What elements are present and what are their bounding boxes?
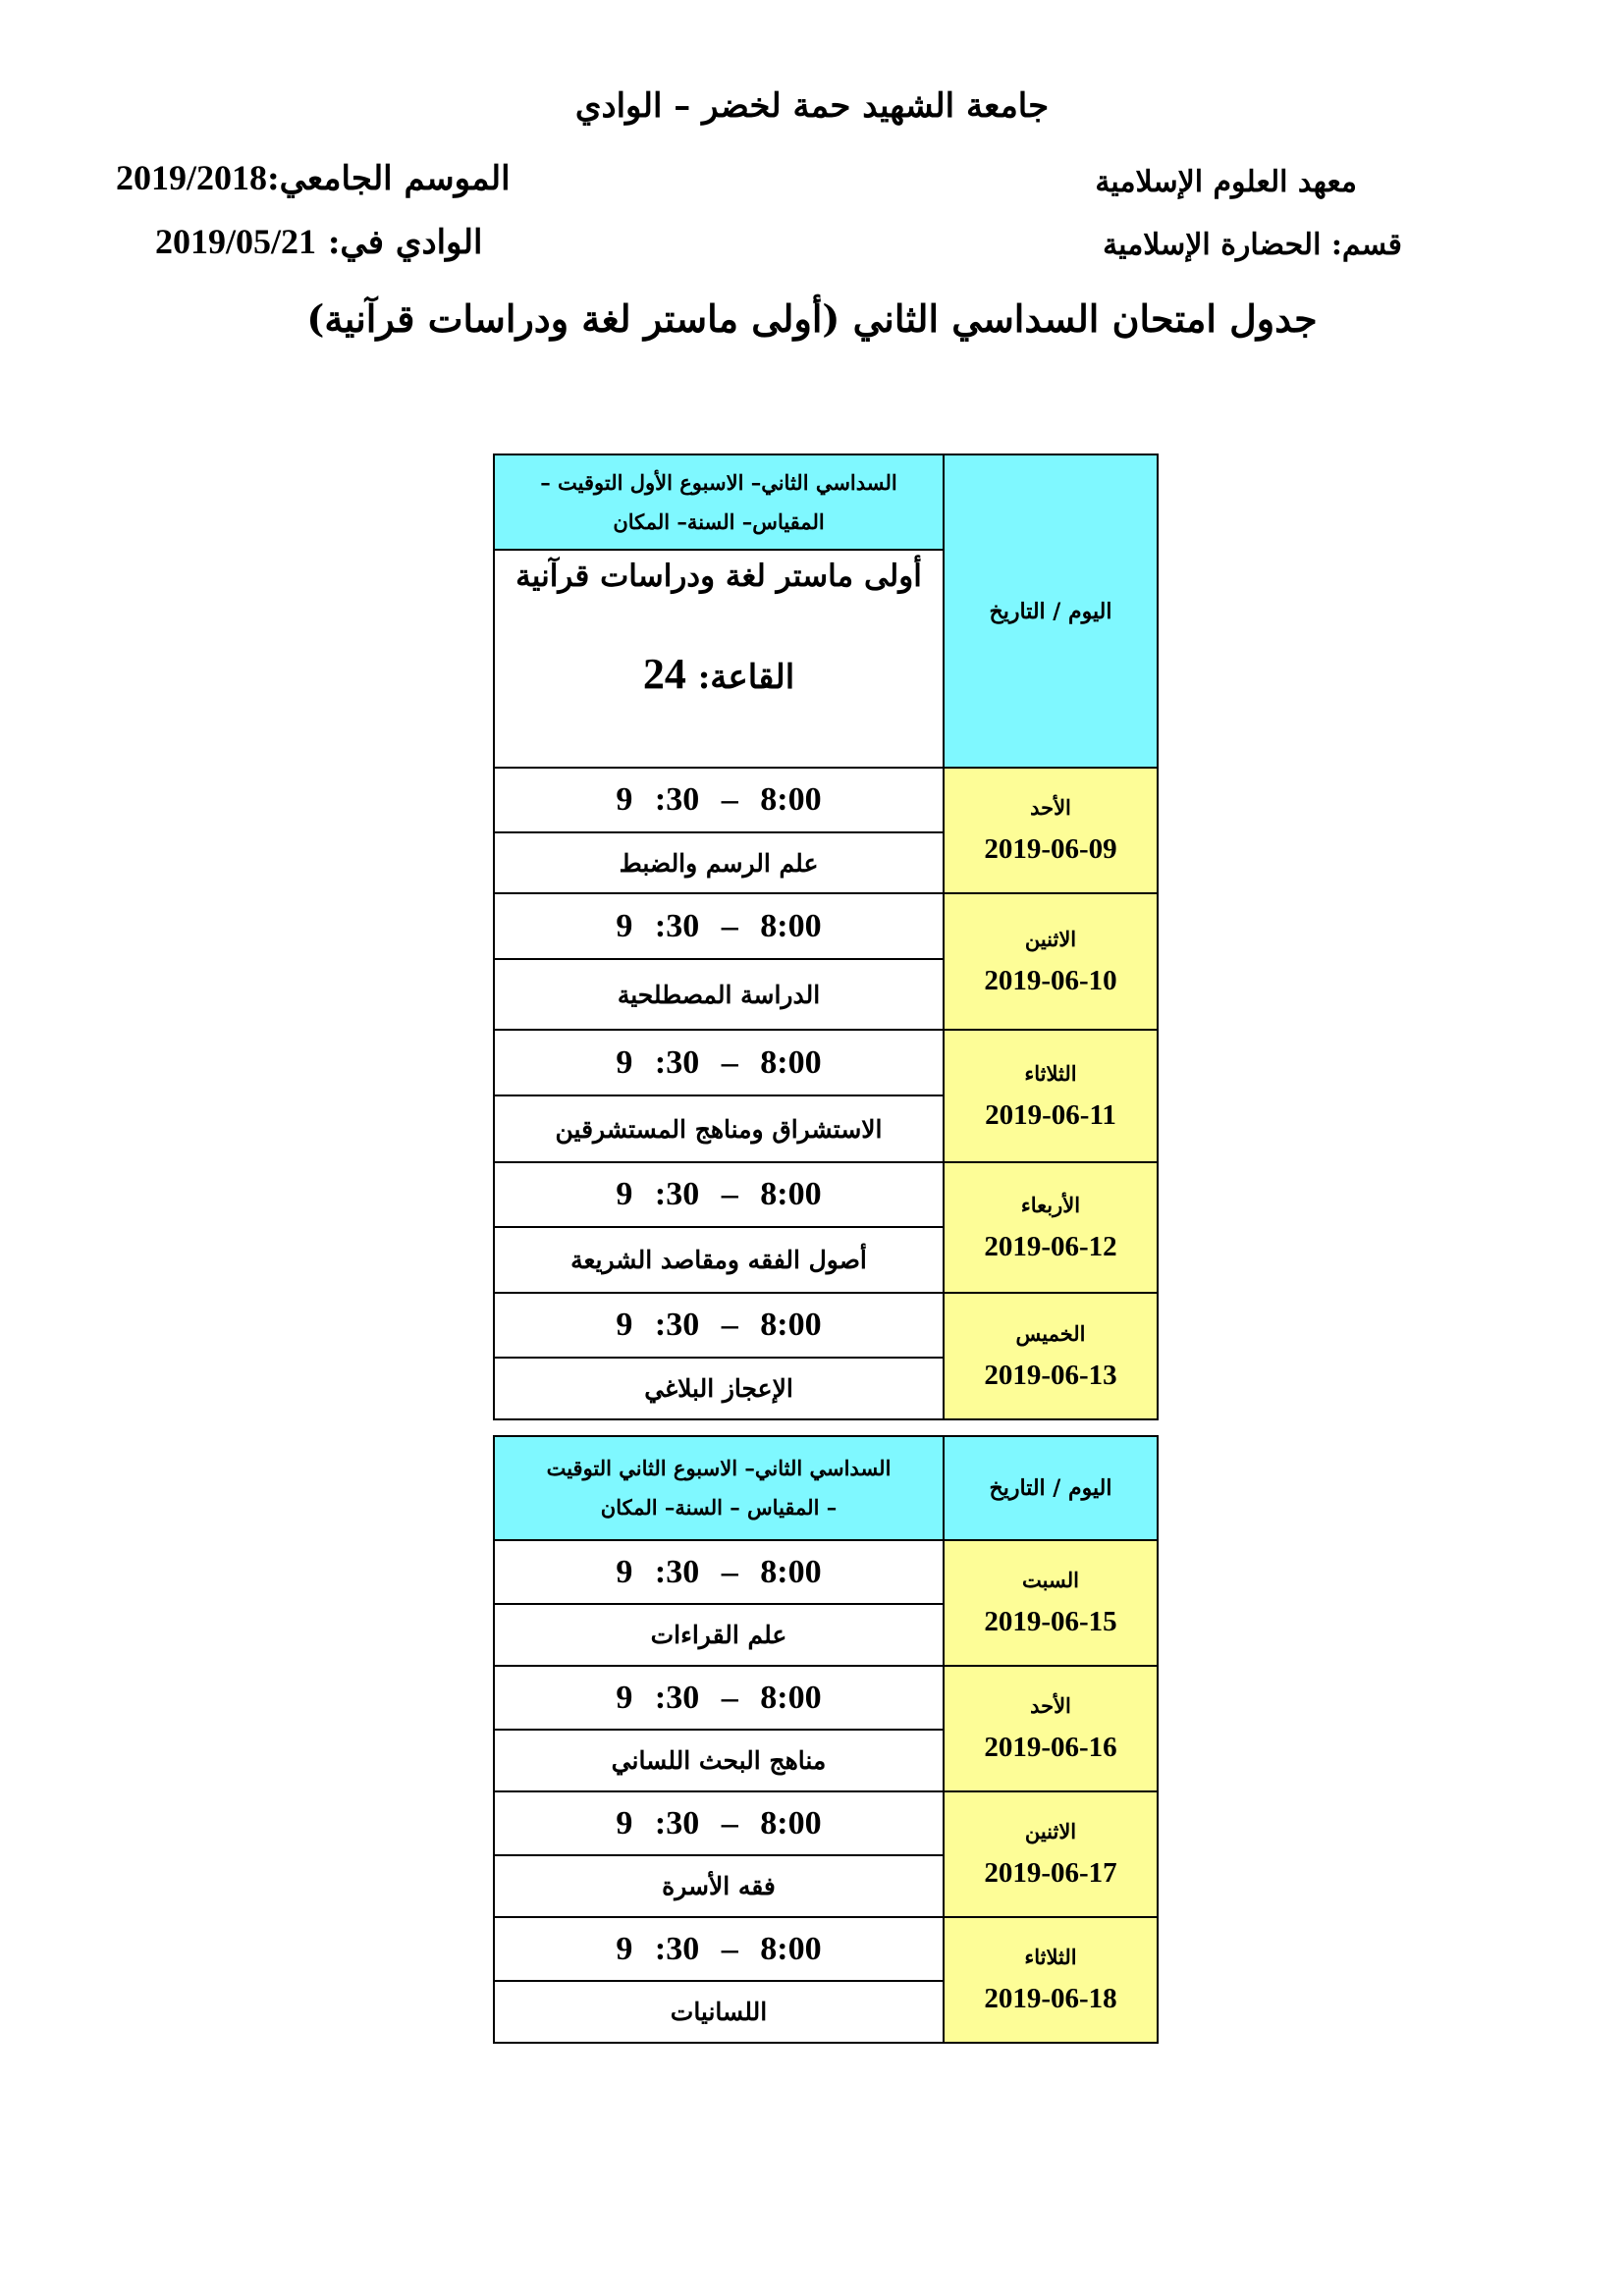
day-date-cell [944,1293,1158,1419]
day-date-cell [944,1791,1158,1917]
week2-header-line2: – المقياس – السنة– المكان [600,1495,838,1520]
exam-subject: الدراسة المصطلحية [494,959,944,1030]
exam-subject: اللسانيات [494,1981,944,2043]
exam-time: 9 :30 – 8:00 [494,893,944,959]
hall-label: القاعة: [697,658,795,697]
page-title: جدول امتحان السداسي الثاني (أولى ماستر لغة ودراسات قرآنية) [306,296,1318,341]
exam-date: 2019-06-15 [984,1606,1117,1637]
week1-header-line2: المقياس– السنة– المكان [613,508,825,534]
exam-subject: الاستشراق ومناهج المستشرقين [494,1095,944,1162]
day-date-cell [944,1162,1158,1293]
exam-subject: الإعجاز البلاغي [494,1358,944,1419]
exam-date: 2019-06-18 [984,1983,1117,2014]
program-name: أولى ماستر لغة ودراسات قرآنية [515,559,922,594]
exam-date: 2019-06-09 [984,833,1117,865]
exam-date: 2019-06-11 [985,1098,1116,1131]
week2-header-line1: السداسي الثاني– الاسبوع الثاني التوقيت [546,1456,892,1480]
day-name: الأربعاء [1020,1192,1081,1217]
exam-time: 9 :30 – 8:00 [494,768,944,832]
program-hall-cell [494,550,944,768]
day-name: الأحد [1030,795,1071,820]
hall [495,649,943,699]
exam-time: 9 :30 – 8:00 [494,1030,944,1095]
day-date-cell [944,1917,1158,2043]
exam-time: 9 :30 – 8:00 [494,1666,944,1730]
department-name: قسم: الحضارة الإسلامية [1103,228,1402,262]
day-name: الاثنين [1024,926,1077,951]
week2-day-date-header: اليوم / التاريخ [944,1436,1158,1540]
exam-subject: علم القراءات [494,1604,944,1666]
place-date-value: 2019/05/21 [155,222,317,261]
day-name: الثلاثاء [1024,1945,1077,1969]
day-date-cell [944,768,1158,893]
day-date-cell [944,893,1158,1030]
place-date [155,221,482,262]
day-name: الأحد [1030,1693,1071,1718]
day-name: الثلاثاء [1024,1060,1077,1086]
week1-header-line1: السداسي الثاني– الاسبوع الأول التوقيت – [540,469,897,495]
day-name: الخميس [1015,1320,1086,1346]
exam-time: 9 :30 – 8:00 [494,1917,944,1981]
season-value: 2019/2018 [116,158,268,197]
day-date-cell [944,1030,1158,1162]
day-date-cell [944,1540,1158,1666]
exam-time: 9 :30 – 8:00 [494,1540,944,1604]
academic-season [116,157,511,198]
week1-schedule-table [493,454,1159,1420]
exam-subject: علم الرسم والضبط [494,832,944,893]
institute-name: معهد العلوم الإسلامية [1095,165,1357,199]
exam-subject: مناهج البحث اللساني [494,1730,944,1791]
exam-time: 9 :30 – 8:00 [494,1162,944,1227]
week1-day-date-header: اليوم / التاريخ [944,454,1158,768]
week1-header [494,454,944,550]
exam-date: 2019-06-17 [984,1857,1117,1889]
exam-date: 2019-06-16 [984,1732,1117,1763]
exam-time: 9 :30 – 8:00 [494,1791,944,1855]
exam-time: 9 :30 – 8:00 [494,1293,944,1358]
hall-number: 24 [642,650,686,698]
day-name: السبت [1022,1568,1079,1592]
day-date-cell [944,1666,1158,1791]
university-name: جامعة الشهيد حمة لخضر – الوادي [574,86,1050,126]
week2-header [494,1436,944,1540]
exam-subject: فقه الأسرة [494,1855,944,1917]
exam-subject: أصول الفقه ومقاصد الشريعة [494,1227,944,1293]
place-label: الوادي في: [327,223,483,262]
exam-date: 2019-06-10 [984,964,1117,996]
exam-date: 2019-06-13 [984,1359,1117,1391]
day-name: الاثنين [1024,1819,1077,1843]
week2-schedule-table [493,1435,1159,2044]
season-label: الموسم الجامعي: [267,159,511,198]
exam-date: 2019-06-12 [984,1230,1117,1262]
